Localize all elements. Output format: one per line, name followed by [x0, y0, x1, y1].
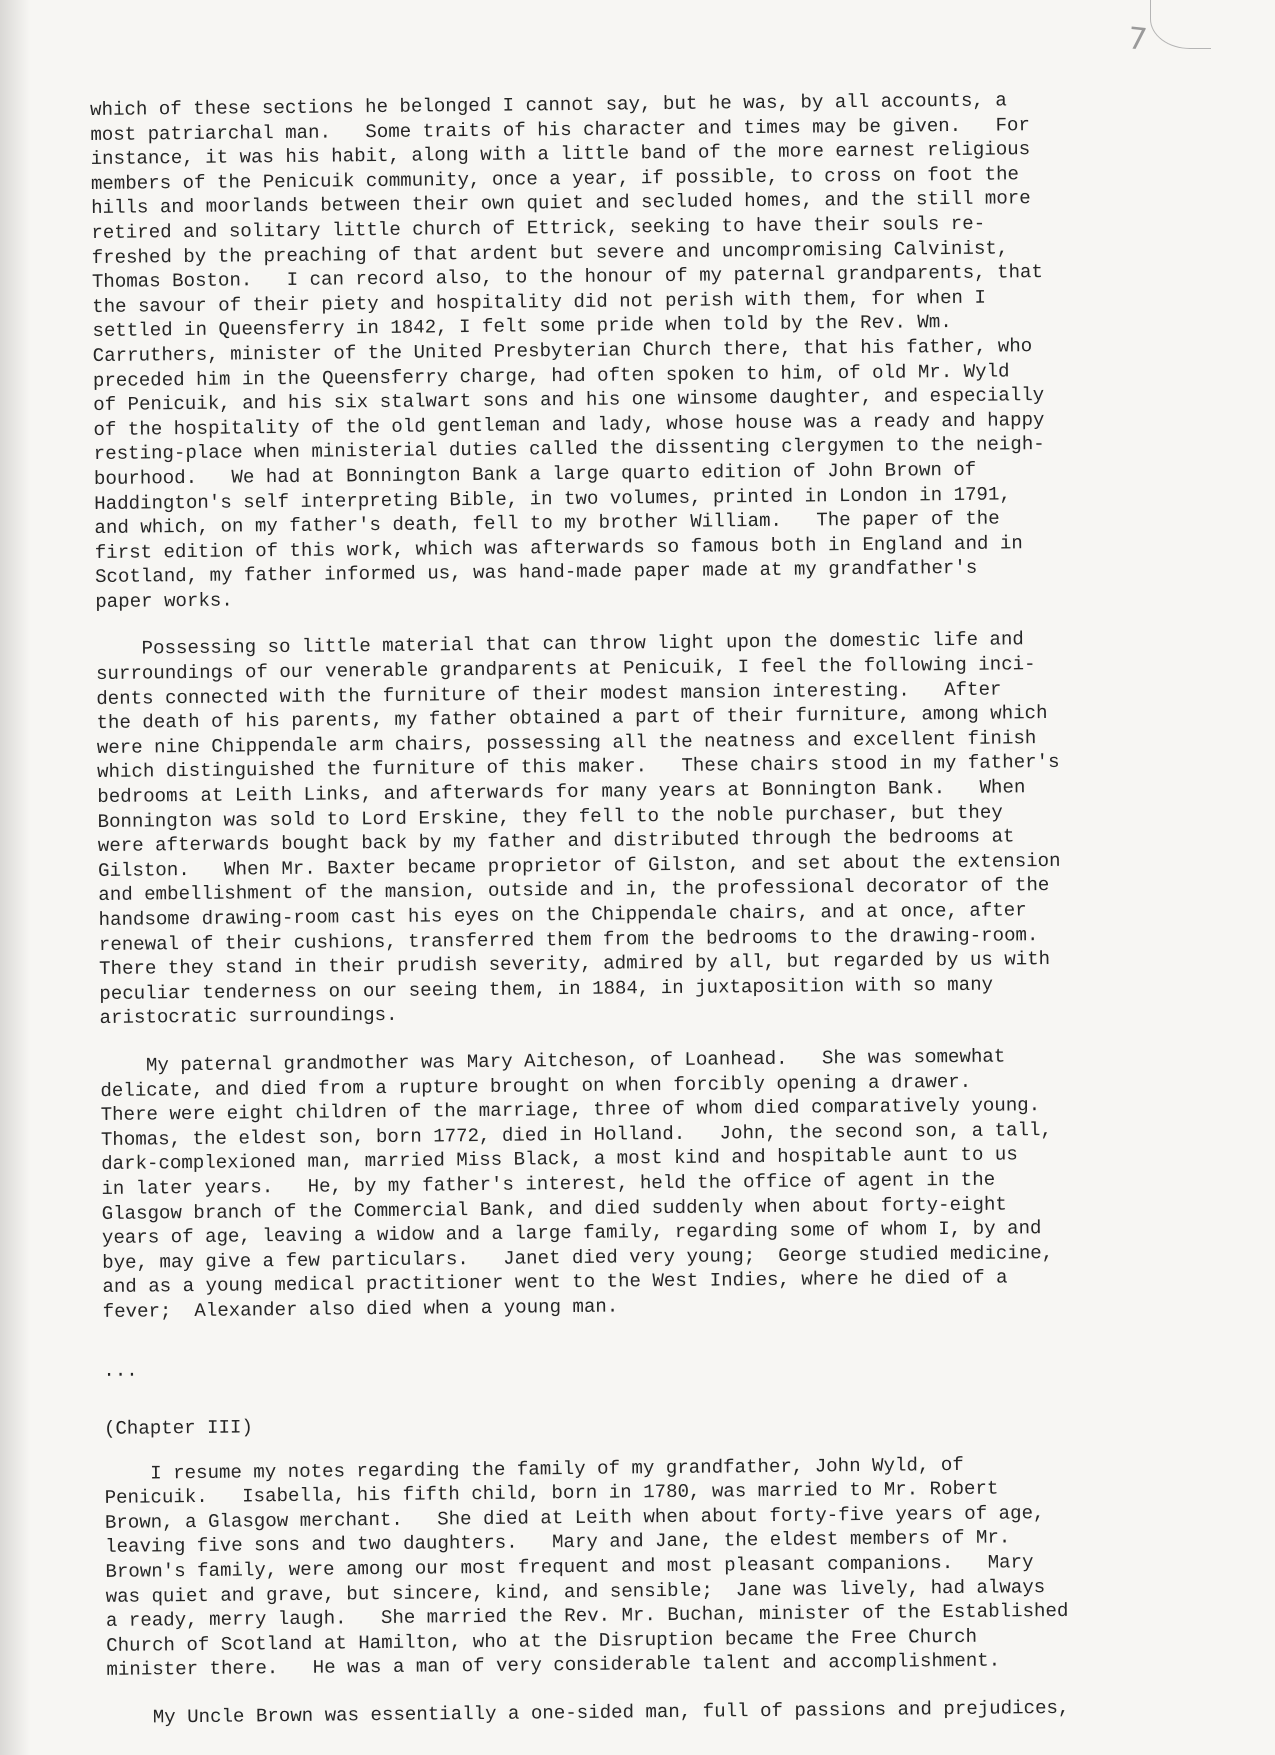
paragraph-2	[96, 626, 1200, 1031]
text-line: minister there. He was a man of very considerable talent and accomplishment.	[106, 1649, 1001, 1682]
text-line: fever; Alexander also died when a young man.	[102, 1295, 619, 1323]
text-line: resting-place when ministerial duties called the dissenting clergymen to the neigh-	[93, 433, 1045, 466]
text-line: were nine Chippendale arm chairs, possessing all the neatness and excellent finish	[96, 726, 1037, 759]
text-line: Scotland, my father informed us, was hand-made paper made at my grandfather's	[94, 557, 978, 589]
page-number: 7	[1126, 21, 1149, 58]
text-line: Carruthers, minister of the United Presbyterian Church there, that his father, who	[92, 335, 1033, 367]
text-line: Gilston. When Mr. Baxter became proprietor of Gilston, and set about the extension	[97, 849, 1061, 882]
text-line: renewal of their cushions, transferred them from the bedrooms to the drawing-room.	[98, 923, 1039, 956]
text-line: instance, it was his habit, along with a little band of the more earnest religious	[90, 138, 1031, 171]
text-line: most patriarchal man. Some traits of his character and times may be given. For	[90, 113, 1031, 146]
text-line: bedrooms at Leith Links, and afterwards for many years at Bonnington Bank. When	[97, 776, 1026, 808]
text-line: There were eight children of the marriage, three of whom died comparatively young.	[100, 1094, 1041, 1127]
text-line: years of age, leaving a widow and a large family, regarding some of whom I, by and	[101, 1217, 1042, 1250]
text-line: Haddington's self interpreting Bible, in two volumes, printed in London in 1791,	[94, 482, 1011, 515]
text-line: was quiet and grave, but sincere, kind, and sensible; Jane was lively, had always	[105, 1575, 1046, 1608]
text-line: Penicuik. Isabella, his fifth child, born in 1780, was married to Mr. Robert	[104, 1477, 999, 1510]
text-line: the death of his parents, my father obtained a part of their furniture, among which	[96, 702, 1048, 735]
text-line: Church of Scotland at Hamilton, who at the Disruption became the Free Church	[106, 1625, 978, 1657]
text-line: dents connected with the furniture of their modest mansion interesting. After	[96, 678, 1002, 710]
text-line: I resume my notes regarding the family of my grandfather, John Wyld, of	[104, 1453, 964, 1485]
page-edge-shadow	[0, 0, 30, 1755]
text-line: freshed by the preaching of that ardent but severe and uncompromising Calvinist,	[91, 236, 1009, 269]
text-line: My paternal grandmother was Mary Aitcheson, of Loanhead. She was somewhat	[100, 1045, 1006, 1077]
text-line: which distinguished the furniture of this maker. These chairs stood in my father's	[96, 751, 1060, 784]
text-line: hills and moorlands between their own quiet and secluded homes, and the still more	[91, 187, 1031, 220]
text-line: Brown's family, were among our most frequent and most pleasant companions. Mary	[105, 1551, 1034, 1583]
text-line: peculiar tenderness on our seeing them, in 1884, in juxtaposition with so many	[99, 973, 994, 1005]
text-line: surroundings of our venerable grandparents at Penicuik, I feel the following inci-	[95, 653, 1036, 686]
text-line: There they stand in their prudish severity, admired by all, but regarded by us with	[99, 948, 1051, 981]
text-line: were afterwards bought back by my father and distributed through the bedrooms at	[97, 825, 1015, 858]
text-line: of the hospitality of the old gentleman and lady, whose house was a ready and happy	[93, 408, 1045, 441]
text-line: Bonnington was sold to Lord Erskine, they fell to the noble purchaser, but they	[97, 801, 1003, 833]
text-line: delicate, and died from a rupture brought on when forcibly opening a drawer.	[100, 1070, 972, 1102]
text-line: leaving five sons and two daughters. Mary and Jane, the eldest members of Mr.	[105, 1526, 1011, 1559]
text-line: a ready, merry laugh. She married the Rev. Mr. Buchan, minister of the Established	[105, 1600, 1069, 1633]
paragraph-5-partial-line: My Uncle Brown was essentially a one-sided man, full of passions and prejudices,	[106, 1696, 1070, 1729]
text-line: and as a young medical practitioner went to the West Indies, where he died of a	[102, 1266, 1008, 1299]
text-line: Thomas, the eldest son, born 1772, died in Holland. John, the second son, a tall,	[100, 1118, 1053, 1151]
text-line: retired and solitary little church of Ettrick, seeking to have their souls re-	[91, 212, 986, 244]
text-line: Thomas Boston. I can record also, to the honour of my paternal grandparents, that	[91, 261, 1044, 294]
text-line: preceded him in the Queensferry charge, had often spoken to him, of old Mr. Wyld	[92, 359, 1010, 392]
paragraph-1	[90, 86, 1195, 614]
text-line: the savour of their piety and hospitality did not perish with them, for when I	[92, 286, 986, 318]
page-corner-curl	[1150, 0, 1211, 49]
text-line: which of these sections he belonged I cannot say, but he was, by all accounts, a	[90, 89, 1007, 121]
text-line: aristocratic surroundings.	[99, 1004, 398, 1030]
text-line: first edition of this work, which was afterwards so famous both in England and in	[94, 531, 1023, 564]
text-line: of Penicuik, and his six stalwart sons and his one winsome daughter, and especially	[93, 384, 1045, 417]
text-line: settled in Queensferry in 1842, I felt some pride when told by the Rev. Wm.	[92, 311, 952, 343]
text-line: dark-complexioned man, married Miss Black, a most kind and hospitable aunt to us	[101, 1143, 1018, 1176]
text-line: and which, on my father's death, fell to my brother William. The paper of the	[94, 507, 1000, 540]
text-line: bye, may give a few particulars. Janet died very young; George studied medicine,	[102, 1241, 1054, 1274]
paragraph-3	[100, 1042, 1203, 1324]
page-body	[90, 86, 1207, 1730]
section-ellipsis: ...	[103, 1359, 138, 1382]
chapter-heading: (Chapter III)	[103, 1416, 254, 1441]
text-line: in later years. He, by my father's interest, held the office of agent in the	[101, 1168, 996, 1200]
text-line: handsome drawing-room cast his eyes on the Chippendale chairs, and at once, after	[98, 899, 1027, 931]
text-line: Possessing so little material that can throw light upon the domestic life and	[95, 628, 1024, 661]
text-line: members of the Penicuik community, once a year, if possible, to cross on foot the	[90, 163, 1020, 195]
text-line: Glasgow branch of the Commercial Bank, and died suddenly when about forty-eight	[101, 1192, 1007, 1225]
text-line: Brown, a Glasgow merchant. She died at Leith when about forty-five years of age,	[104, 1501, 1045, 1534]
text-line: and embellishment of the mansion, outside and in, the professional decorator of the	[98, 874, 1050, 907]
paragraph-4	[104, 1450, 1206, 1683]
text-line: paper works.	[95, 589, 233, 613]
text-line: bourhood. We had at Bonnington Bank a large quarto edition of John Brown of	[93, 458, 977, 490]
